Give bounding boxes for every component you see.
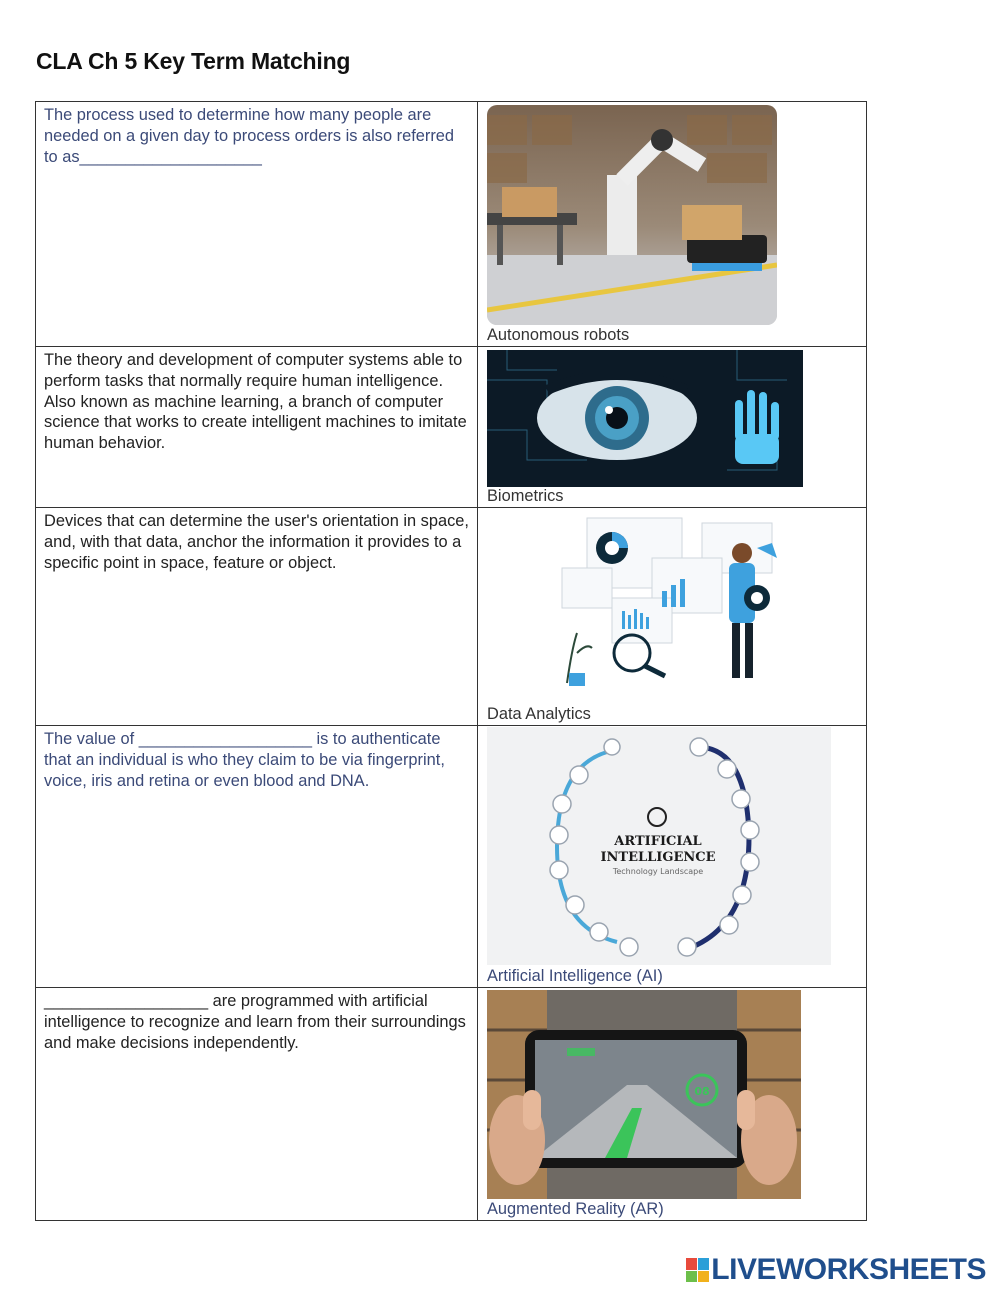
data-analytics-illustration [487, 513, 827, 688]
liveworksheets-logo[interactable] [686, 1253, 986, 1287]
answer-caption: Data Analytics [487, 705, 591, 723]
answer-cell[interactable] [478, 988, 867, 1221]
page-title: CLA Ch 5 Key Term Matching [36, 48, 351, 74]
logo-text: LIVEWORKSHEETS [711, 1253, 986, 1286]
answer-caption: Augmented Reality (AR) [487, 1200, 664, 1218]
answer-cell[interactable] [478, 508, 867, 726]
ai-graphic-subtitle: Technology Landscape [612, 867, 704, 876]
answer-caption: Artificial Intelligence (AI) [487, 967, 663, 985]
ai-graphic-title-1: ARTIFICIAL [614, 834, 702, 849]
ar-gauge-value: 08 [694, 1085, 710, 1098]
question-cell: The theory and development of computer systems able to perform tasks that normally require human intelligence. Also known as machine learning, a branch of computer science that works to create intelligent machines to imitate human behavior. [36, 347, 478, 508]
answer-cell[interactable] [478, 102, 867, 347]
matching-table [35, 101, 867, 1221]
robot-arm-image [487, 105, 777, 325]
answer-caption: Autonomous robots [487, 326, 630, 344]
table-row [36, 988, 867, 1221]
eye-scan-image [487, 350, 803, 487]
answer-caption: Biometrics [487, 487, 564, 505]
ar-tablet-warehouse-image [487, 990, 801, 1199]
question-cell: Devices that can determine the user's orientation in space, and, with that data, anchor the information it provides to a specific point in space, feature or object. [36, 508, 478, 726]
table-row [36, 347, 867, 508]
question-cell: __________________ are programmed with artificial intelligence to recognize and learn from their surroundings and make decisions independently. [36, 988, 478, 1221]
question-cell: The process used to determine how many people are needed on a given day to process orders is also referred to as____________________ [36, 102, 478, 347]
question-cell: The value of ___________________ is to authenticate that an individual is who they claim to be via fingerprint, voice, iris and retina or even blood and DNA. [36, 726, 478, 988]
liveworksheets-logo-icon [686, 1258, 708, 1282]
ai-landscape-graphic [487, 727, 831, 965]
answer-cell[interactable] [478, 726, 867, 988]
table-row [36, 508, 867, 726]
table-row [36, 102, 867, 347]
table-row [36, 726, 867, 988]
ai-graphic-title-2: INTELLIGENCE [600, 850, 716, 865]
answer-cell[interactable] [478, 347, 867, 508]
